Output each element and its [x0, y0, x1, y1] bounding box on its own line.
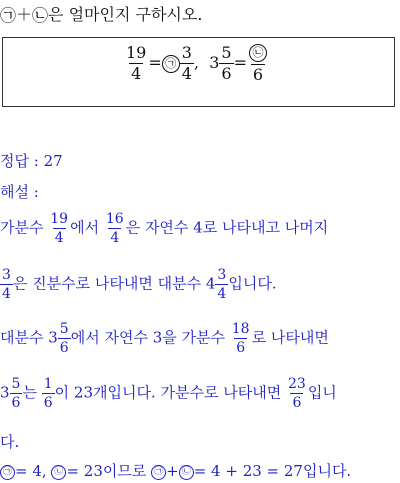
fraction-18-6: $\frac{18}{6}$ — [231, 321, 250, 356]
question-text: 은 얼마인지 구하시오. — [48, 5, 203, 24]
explanation-line-5: 다. — [0, 433, 20, 451]
circled-nieun-icon: ㉡ — [32, 5, 49, 25]
fraction-16-4: $\frac{16}{4}$ — [105, 211, 124, 246]
circled-giyeok-icon: ㉠ — [0, 465, 15, 480]
fraction-nieun-6: $\frac{㉡}{6}$ — [247, 44, 269, 83]
circled-giyeok-icon: ㉠ — [151, 465, 166, 480]
fraction-5-6: $\frac{5}{6}$ — [221, 43, 232, 83]
fraction-5-6: $\frac{5}{6}$ — [59, 321, 69, 356]
circled-nieun-icon: ㉡ — [51, 465, 66, 480]
answer-label: 정답 : 27 — [0, 152, 63, 170]
plus-sign: ＋ — [16, 5, 33, 24]
explanation-line-2: $\frac{3}{4}$ 은 진분수로 나타내면 대분수 4 $\frac{3}{4}$ 입니다. — [2, 267, 277, 302]
circled-nieun-icon: ㉡ — [249, 44, 267, 62]
fraction-23-6: $\frac{23}{6}$ — [287, 376, 306, 411]
fraction-5-6: $\frac{5}{6}$ — [11, 376, 21, 411]
explanation-line-3: 대분수 3 $\frac{5}{6}$ 에서 자연수 3을 가분수 $\frac{18}{6}$ 로 나타내면 — [0, 321, 329, 356]
question — [0, 2, 202, 25]
explanation-line-4: 3 $\frac{5}{6}$ 는 $\frac{1}{6}$ 이 23개입니다. 가분수로 나타내면 $\frac{23}{6}$ 입니 — [0, 376, 337, 411]
fraction-3-4: $\frac{3}{4}$ — [181, 43, 192, 83]
explanation-label: 해설 : — [0, 183, 39, 201]
fraction-3-4: $\frac{3}{4}$ — [217, 267, 227, 302]
fraction-19-4: $\frac{19}{4}$ — [50, 211, 69, 246]
fraction-1-6: $\frac{1}{6}$ — [43, 376, 53, 411]
expression: $\frac{19}{4}$ = ㉠ $\frac{3}{4}$ , 3 $\frac{5}{6}$ = $\frac{㉡}{6}$ — [0, 44, 393, 83]
fraction-19-4: $\frac{19}{4}$ — [126, 43, 147, 83]
circled-nieun-icon: ㉡ — [179, 465, 194, 480]
circled-giyeok-icon: ㉠ — [162, 55, 180, 73]
explanation-line-6: ㉠ = 4, ㉡ = 23이므로 ㉠ + ㉡ = 4 + 23 = 27입니다. — [0, 460, 351, 481]
fraction-3-4: $\frac{3}{4}$ — [2, 267, 11, 302]
explanation-line-1: 가분수 $\frac{19}{4}$ 에서 $\frac{16}{4}$ 은 자연수 4로 나타내고 나머지 — [0, 211, 329, 246]
circled-giyeok-icon: ㉠ — [0, 5, 17, 25]
